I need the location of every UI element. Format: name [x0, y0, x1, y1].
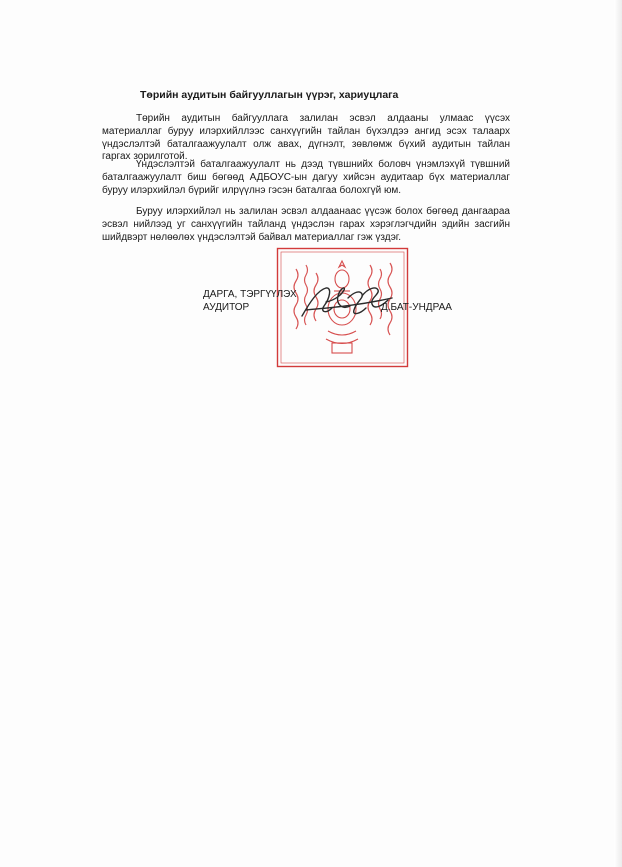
signatory-title-line-2: АУДИТОР: [203, 302, 250, 313]
signatory-name: Д.БАТ-УНДРАА: [381, 302, 452, 313]
section-heading: Төрийн аудитын байгууллагын үүрэг, хариуцлага: [140, 89, 399, 101]
paragraph-3: Буруу илэрхийлэл нь залилан эсвэл алдаанаас үүсэж болох бөгөөд дангаараа эсвэл нийлээд уг санхүүгийн тайланд үндэслэн гарах хэрэглэгчдийн эдийн засгийн шийдвэрт нөлөөлөх үндэслэлтэй байвал материаллаг гэж үздэг.: [102, 206, 510, 243]
signatory-title-line-1: ДАРГА, ТЭРГҮҮЛЭХ: [203, 289, 297, 300]
paragraph-1: Төрийн аудитын байгууллага залилан эсвэл алдааны улмаас үүсэх материаллаг буруу илэрхийллээс санхүүгийн тайлан бүхэлдээ ангид эсэх талаарх үндэслэлтэй баталгаажуулалт олж авах, дүгнэлт, зөвлөмж бүхий аудитын тайлан гаргах зорилготой.: [102, 113, 510, 163]
paragraph-2: Үндэслэлтэй баталгаажуулалт нь дээд түвшнийх боловч үнэмлэхүй түвшний баталгаажуулалт биш бөгөөд АДБОУС-ын дагуу хийсэн аудитаар бүх материаллаг буруу илэрхийлэл бүрийг илрүүлнэ гэсэн баталгаа болохгүй юм.: [102, 159, 510, 196]
scan-edge-shadow: [614, 0, 622, 867]
